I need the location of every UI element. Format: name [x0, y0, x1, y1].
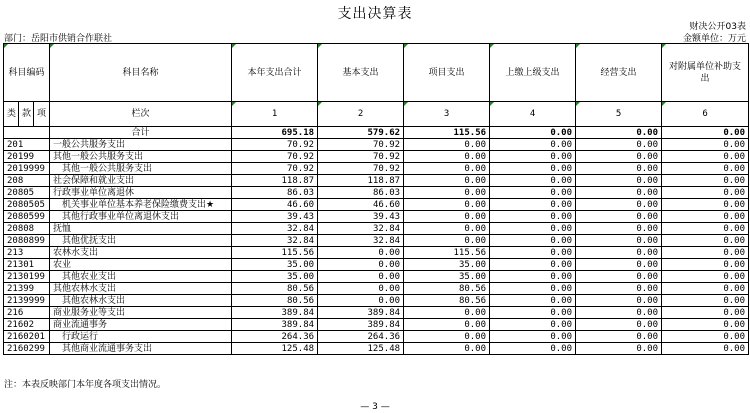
amount-cell: 0.00: [404, 199, 490, 211]
amount-cell: 0.00: [404, 343, 490, 355]
total-value: 695.18: [232, 127, 318, 139]
amount-cell: 0.00: [404, 163, 490, 175]
amount-cell: 0.00: [576, 259, 662, 271]
amount-cell: 39.43: [318, 211, 404, 223]
subject-name-cell: 行政事业单位离退休: [50, 187, 232, 199]
amount-cell: 0.00: [318, 283, 404, 295]
amount-cell: 80.56: [232, 283, 318, 295]
amount-cell: 0.00: [404, 307, 490, 319]
amount-cell: 0.00: [490, 223, 576, 235]
subject-code-cell: 2160201: [4, 331, 50, 343]
amount-cell: 0.00: [404, 211, 490, 223]
amount-cell: 0.00: [490, 247, 576, 259]
table-row: [4, 307, 749, 319]
amount-cell: 115.56: [404, 247, 490, 259]
amount-cell: 0.00: [662, 319, 749, 331]
amount-cell: 389.84: [318, 307, 404, 319]
table-row: [4, 223, 749, 235]
amount-cell: 125.48: [232, 343, 318, 355]
subject-code-cell: 20808: [4, 223, 50, 235]
subject-name-cell: 其他优抚支出: [50, 235, 232, 247]
table-row: [4, 151, 749, 163]
table-row: [4, 283, 749, 295]
table-note: 注：本表反映部门本年度各项支出情况。: [4, 380, 167, 390]
header-lei: 类: [4, 102, 19, 127]
total-value: 579.62: [318, 127, 404, 139]
column-number-label: 栏次: [50, 102, 232, 127]
subject-code-cell: 21301: [4, 259, 50, 271]
subject-name-cell: 农业: [50, 259, 232, 271]
amount-cell: 0.00: [318, 247, 404, 259]
table-row: [4, 235, 749, 247]
amount-cell: 264.36: [318, 331, 404, 343]
header-basic: 基本支出: [318, 44, 404, 102]
subject-code-cell: 2080899: [4, 235, 50, 247]
amount-cell: 0.00: [662, 343, 749, 355]
amount-cell: 115.56: [232, 247, 318, 259]
amount-cell: 35.00: [404, 271, 490, 283]
table-row: [4, 163, 749, 175]
amount-cell: 0.00: [576, 139, 662, 151]
amount-cell: 46.60: [232, 199, 318, 211]
table-row: [4, 319, 749, 331]
amount-cell: 0.00: [404, 139, 490, 151]
page-title: 支出决算表: [337, 6, 413, 22]
amount-cell: 32.84: [318, 235, 404, 247]
amount-cell: 0.00: [576, 343, 662, 355]
amount-cell: 0.00: [576, 211, 662, 223]
subject-code-cell: 2130199: [4, 271, 50, 283]
amount-cell: 0.00: [662, 163, 749, 175]
amount-cell: 0.00: [662, 211, 749, 223]
amount-cell: 0.00: [490, 331, 576, 343]
amount-cell: 32.84: [232, 235, 318, 247]
unit-label: 金额单位：万元: [682, 34, 746, 44]
column-number: 6: [662, 102, 749, 127]
amount-cell: 0.00: [318, 295, 404, 307]
subject-code-cell: 2080505: [4, 199, 50, 211]
amount-cell: 39.43: [232, 211, 318, 223]
subject-code-cell: 208: [4, 175, 50, 187]
amount-cell: 0.00: [662, 307, 749, 319]
amount-cell: 0.00: [404, 223, 490, 235]
amount-cell: 0.00: [576, 283, 662, 295]
subject-name-cell: 农林水支出: [50, 247, 232, 259]
amount-cell: 0.00: [576, 187, 662, 199]
table-row: [4, 187, 749, 199]
header-subject-code: 科目编码: [4, 44, 50, 102]
total-value: 0.00: [662, 127, 749, 139]
header-subject-name: 科目名称: [50, 44, 232, 102]
amount-cell: 0.00: [662, 259, 749, 271]
amount-cell: 0.00: [662, 283, 749, 295]
amount-cell: 0.00: [576, 235, 662, 247]
amount-cell: 0.00: [490, 163, 576, 175]
amount-cell: 0.00: [662, 151, 749, 163]
amount-cell: 0.00: [318, 271, 404, 283]
subject-code-cell: 20805: [4, 187, 50, 199]
header-xiang: 项: [34, 102, 50, 127]
amount-cell: 80.56: [404, 295, 490, 307]
amount-cell: 35.00: [404, 259, 490, 271]
subject-name-cell: 商业服务业等支出: [50, 307, 232, 319]
subject-name-cell: 社会保障和就业支出: [50, 175, 232, 187]
amount-cell: 0.00: [662, 271, 749, 283]
subject-name-cell: 其他农林水支出: [50, 283, 232, 295]
amount-cell: 0.00: [576, 295, 662, 307]
amount-cell: 0.00: [404, 151, 490, 163]
amount-cell: 32.84: [232, 223, 318, 235]
total-row: [4, 127, 749, 139]
subject-name-cell: 机关事业单位基本养老保险缴费支出★: [50, 199, 232, 211]
subject-code-cell: 2080599: [4, 211, 50, 223]
amount-cell: 0.00: [576, 163, 662, 175]
total-value: 0.00: [576, 127, 662, 139]
amount-cell: 0.00: [576, 247, 662, 259]
amount-cell: 0.00: [490, 259, 576, 271]
column-number: 1: [232, 102, 318, 127]
header-project: 项目支出: [404, 44, 490, 102]
amount-cell: 0.00: [404, 175, 490, 187]
table-row: [4, 247, 749, 259]
subject-name-cell: 其他农业支出: [50, 271, 232, 283]
amount-cell: 0.00: [662, 331, 749, 343]
subject-name-cell: 抚恤: [50, 223, 232, 235]
total-value: 0.00: [490, 127, 576, 139]
amount-cell: 0.00: [490, 235, 576, 247]
amount-cell: 0.00: [576, 151, 662, 163]
amount-cell: 0.00: [576, 175, 662, 187]
amount-cell: 0.00: [490, 175, 576, 187]
amount-cell: 70.92: [318, 139, 404, 151]
amount-cell: 32.84: [318, 223, 404, 235]
amount-cell: 0.00: [404, 187, 490, 199]
subject-name-cell: 行政运行: [50, 331, 232, 343]
amount-cell: 0.00: [662, 295, 749, 307]
amount-cell: 0.00: [490, 187, 576, 199]
amount-cell: 0.00: [490, 211, 576, 223]
header-row: [4, 44, 749, 102]
amount-cell: 0.00: [662, 187, 749, 199]
amount-cell: 0.00: [490, 307, 576, 319]
table-row: [4, 175, 749, 187]
table-row: [4, 259, 749, 271]
amount-cell: 86.03: [232, 187, 318, 199]
amount-cell: 0.00: [662, 175, 749, 187]
amount-cell: 0.00: [662, 235, 749, 247]
amount-cell: 70.92: [232, 163, 318, 175]
amount-cell: 389.84: [318, 319, 404, 331]
amount-cell: 35.00: [232, 271, 318, 283]
amount-cell: 0.00: [490, 283, 576, 295]
amount-cell: 118.87: [232, 175, 318, 187]
subject-name-cell: 其他一般公共服务支出: [50, 151, 232, 163]
subject-code-cell: 216: [4, 307, 50, 319]
amount-cell: 0.00: [662, 247, 749, 259]
amount-cell: 86.03: [318, 187, 404, 199]
amount-cell: 0.00: [662, 199, 749, 211]
subject-code-cell: 21399: [4, 283, 50, 295]
amount-cell: 0.00: [490, 295, 576, 307]
amount-cell: 125.48: [318, 343, 404, 355]
subject-name-cell: 其他一般公共服务支出: [50, 163, 232, 175]
column-number: 5: [576, 102, 662, 127]
subject-name-cell: 其他行政事业单位离退休支出: [50, 211, 232, 223]
amount-cell: 35.00: [232, 259, 318, 271]
subject-name-cell: 一般公共服务支出: [50, 139, 232, 151]
amount-cell: 0.00: [662, 139, 749, 151]
amount-cell: 0.00: [576, 223, 662, 235]
amount-cell: 0.00: [404, 331, 490, 343]
total-code-cell: [4, 127, 50, 139]
header-kuan: 款: [19, 102, 34, 127]
table-row: [4, 295, 749, 307]
amount-cell: 264.36: [232, 331, 318, 343]
header-total: 本年支出合计: [232, 44, 318, 102]
amount-cell: 0.00: [576, 271, 662, 283]
amount-cell: 389.84: [232, 307, 318, 319]
amount-cell: 0.00: [576, 331, 662, 343]
amount-cell: 0.00: [490, 319, 576, 331]
amount-cell: 0.00: [490, 343, 576, 355]
amount-cell: 70.92: [232, 139, 318, 151]
amount-cell: 0.00: [490, 271, 576, 283]
form-code: 财决公开03表: [689, 22, 746, 32]
amount-cell: 0.00: [576, 319, 662, 331]
column-number: 2: [318, 102, 404, 127]
total-value: 115.56: [404, 127, 490, 139]
amount-cell: 389.84: [232, 319, 318, 331]
amount-cell: 80.56: [232, 295, 318, 307]
amount-cell: 0.00: [404, 319, 490, 331]
expenditure-table: [3, 43, 749, 355]
department-label: 部门：岳阳市供销合作联社: [4, 34, 113, 44]
amount-cell: 0.00: [576, 307, 662, 319]
amount-cell: 80.56: [404, 283, 490, 295]
subject-code-cell: 201: [4, 139, 50, 151]
subject-code-cell: 21602: [4, 319, 50, 331]
amount-cell: 70.92: [232, 151, 318, 163]
amount-cell: 70.92: [318, 163, 404, 175]
amount-cell: 0.00: [662, 223, 749, 235]
column-number: 4: [490, 102, 576, 127]
table-row: [4, 271, 749, 283]
subject-name-cell: 其他农林水支出: [50, 295, 232, 307]
subject-name-cell: 其他商业流通事务支出: [50, 343, 232, 355]
table-row: [4, 139, 749, 151]
amount-cell: 118.87: [318, 175, 404, 187]
table-row: [4, 331, 749, 343]
subject-code-cell: 20199: [4, 151, 50, 163]
amount-cell: 0.00: [490, 151, 576, 163]
amount-cell: 0.00: [490, 139, 576, 151]
amount-cell: 0.00: [490, 199, 576, 211]
amount-cell: 46.60: [318, 199, 404, 211]
subject-code-cell: 2139999: [4, 295, 50, 307]
subject-name-cell: 商业流通事务: [50, 319, 232, 331]
header-subsidy: 对附属单位补助支出: [662, 44, 749, 102]
amount-cell: 0.00: [576, 199, 662, 211]
header-upper: 上缴上级支出: [490, 44, 576, 102]
amount-cell: 0.00: [318, 259, 404, 271]
page-number: — 3 —: [360, 402, 390, 412]
table-row: [4, 211, 749, 223]
subject-code-cell: 213: [4, 247, 50, 259]
table-row: [4, 343, 749, 355]
subject-code-cell: 2160299: [4, 343, 50, 355]
amount-cell: 0.00: [404, 235, 490, 247]
amount-cell: 70.92: [318, 151, 404, 163]
header-operating: 经营支出: [576, 44, 662, 102]
column-number-row: [4, 102, 749, 127]
total-label: 合计: [50, 127, 232, 139]
column-number: 3: [404, 102, 490, 127]
table-row: [4, 199, 749, 211]
subject-code-cell: 2019999: [4, 163, 50, 175]
